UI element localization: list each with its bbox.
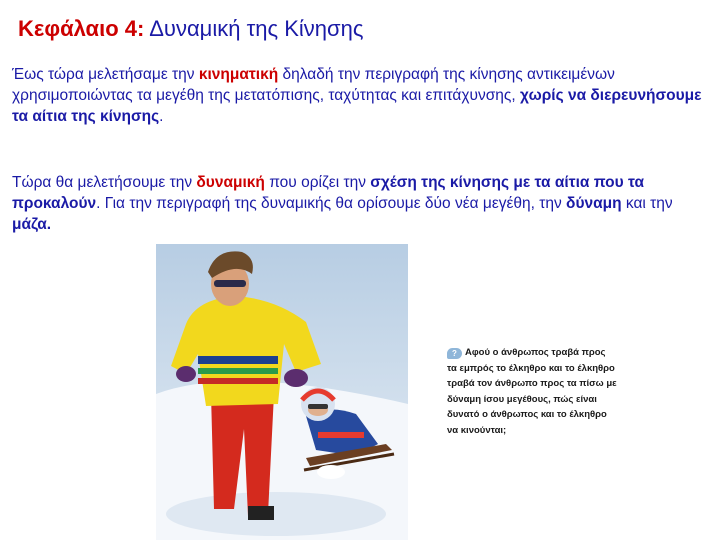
man-glove-right xyxy=(284,369,308,387)
p2-text-4: και την xyxy=(621,195,673,212)
jacket-stripe-red xyxy=(198,378,278,384)
p2-text-3: . Για την περιγραφή της δυναμικής θα ορίσουμε δύο νέα μεγέθη, την xyxy=(96,195,567,212)
dynamics-term: δυναμική xyxy=(196,174,265,191)
p1-text-1: Έως τώρα μελετήσαμε την xyxy=(12,66,199,83)
man-glove-left xyxy=(176,366,196,382)
kinematics-term: κινηματική xyxy=(198,66,279,83)
force-term: δύναμη xyxy=(566,195,622,212)
callout-text: Αφού ο άνθρωπος τραβά προς τα εμπρός το έλκηθρο και το έλκηθρο τραβά τον άνθρωπο προς τα πίσω με δύναμη ίσου μεγέθους, πώς είναι δυνατό ο άνθρωπος και το έλκηθρο να κινούνται; xyxy=(447,347,617,436)
chapter-subject: Δυναμική της Κίνησης xyxy=(149,16,364,41)
child-goggles xyxy=(308,404,328,409)
p2-text-1: Τώρα θα μελετήσουμε την xyxy=(12,174,197,191)
man-sunglasses xyxy=(214,280,246,287)
mass-term: μάζα. xyxy=(12,216,52,233)
child-jacket-stripe xyxy=(318,432,364,438)
question-bubble-icon: ? xyxy=(447,348,462,359)
sled-illustration xyxy=(156,244,408,540)
snow-shadow xyxy=(166,492,386,536)
p1-text-2: δηλαδή την περιγραφή της κίνησης αντικειμένων χρησιμοποιώντας τα μεγέθη της μετατόπισης, ταχύτητας και επιτάχυνσης, xyxy=(12,66,615,104)
jacket-stripe-blue xyxy=(198,356,278,364)
dynamics-paragraph xyxy=(12,172,712,235)
p1-emphasis: χωρίς να διερευνήσουμε τα αίτια της κίνησης xyxy=(12,87,702,125)
sled-photo xyxy=(156,244,408,540)
chapter-number: Κεφάλαιο 4: xyxy=(18,16,145,41)
intro-paragraph xyxy=(12,64,712,127)
question-callout xyxy=(447,345,617,438)
p1-end: . xyxy=(159,108,164,125)
p2-text-2: που ορίζει την xyxy=(264,174,371,191)
jacket-stripe-green xyxy=(198,368,278,374)
relation-term: σχέση της κίνησης με τα αίτια που τα προκαλούν xyxy=(12,174,644,212)
slide-title xyxy=(18,14,363,44)
man-boot xyxy=(248,506,274,520)
child-boot xyxy=(317,465,345,479)
